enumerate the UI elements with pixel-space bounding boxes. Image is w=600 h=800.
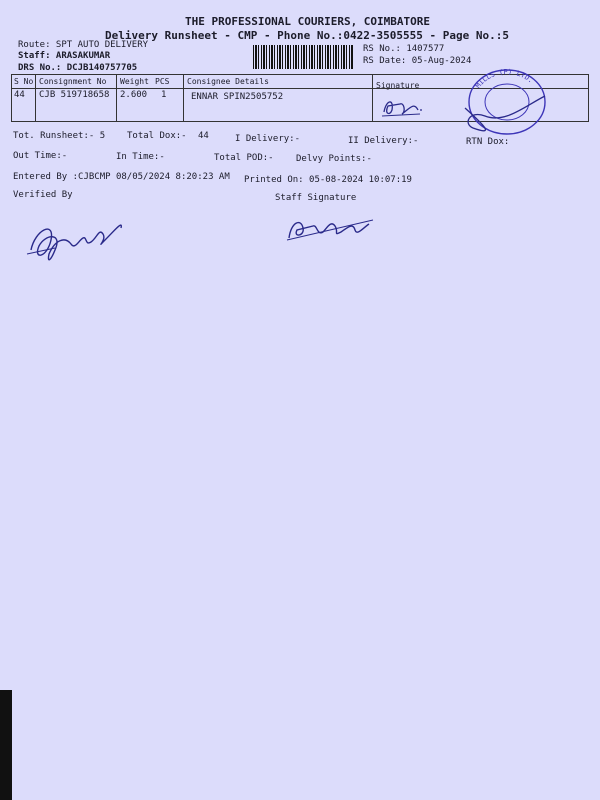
runsheet-subtitle: Delivery Runsheet - CMP - Phone No.:0422-3505555 - Page No.:5 — [105, 29, 509, 42]
col-header-sno: S No — [14, 77, 34, 86]
verified-by-label: Verified By — [13, 190, 73, 200]
staff-signature-label: Staff Signature — [275, 193, 357, 203]
route-label: Route: SPT AUTO DELIVERY — [18, 40, 149, 50]
row-weight: 2.600 — [120, 90, 148, 100]
rtn-dox: RTN Dox: — [466, 137, 510, 147]
col-header-pcs: PCS — [155, 77, 170, 86]
row-pcs: 1 — [161, 90, 167, 100]
rs-date: RS Date: 05-Aug-2024 — [363, 56, 472, 66]
delvy-points: Delvy Points:- — [296, 154, 372, 164]
total-pod: Total POD:- — [214, 153, 274, 163]
scan-edge-shadow — [0, 690, 12, 800]
company-stamp — [455, 66, 565, 146]
row-consignee: ENNAR SPIN2505752 — [191, 92, 284, 102]
drs-number: DRS No.: DCJB140757705 — [18, 63, 138, 73]
tot-runsheet: Tot. Runsheet:- 5 — [13, 131, 106, 141]
out-time: Out Time:- — [13, 151, 68, 161]
col-header-consignment: Consignment No — [39, 77, 107, 86]
staff-label: Staff: ARASAKUMAR — [18, 51, 111, 61]
row-consignment: CJB 519718658 — [39, 90, 110, 100]
barcode — [253, 45, 353, 69]
entered-by: Entered By :CJBCMP 08/05/2024 8:20:23 AM — [13, 172, 230, 182]
col-header-signature: Signature — [376, 81, 420, 90]
row-sno: 44 — [14, 90, 25, 100]
receiver-signature — [380, 92, 430, 122]
col-header-weight: Weight — [120, 77, 149, 86]
rs-number: RS No.: 1407577 — [363, 44, 445, 54]
printed-on: Printed On: 05-08-2024 10:07:19 — [244, 175, 412, 185]
col-header-consignee: Consignee Details — [187, 77, 269, 86]
ii-delivery: II Delivery:- — [348, 136, 419, 146]
i-delivery: I Delivery:- — [235, 134, 301, 144]
staff-sign — [283, 210, 383, 250]
in-time: In Time:- — [116, 152, 165, 162]
stamp-text: MILLS (P) LTD. — [474, 67, 535, 90]
total-dox-value: 44 — [198, 131, 209, 141]
verifier-signature — [25, 210, 130, 268]
total-dox-label: Total Dox:- — [127, 131, 187, 141]
company-title: THE PROFESSIONAL COURIERS, COIMBATORE — [185, 15, 431, 28]
